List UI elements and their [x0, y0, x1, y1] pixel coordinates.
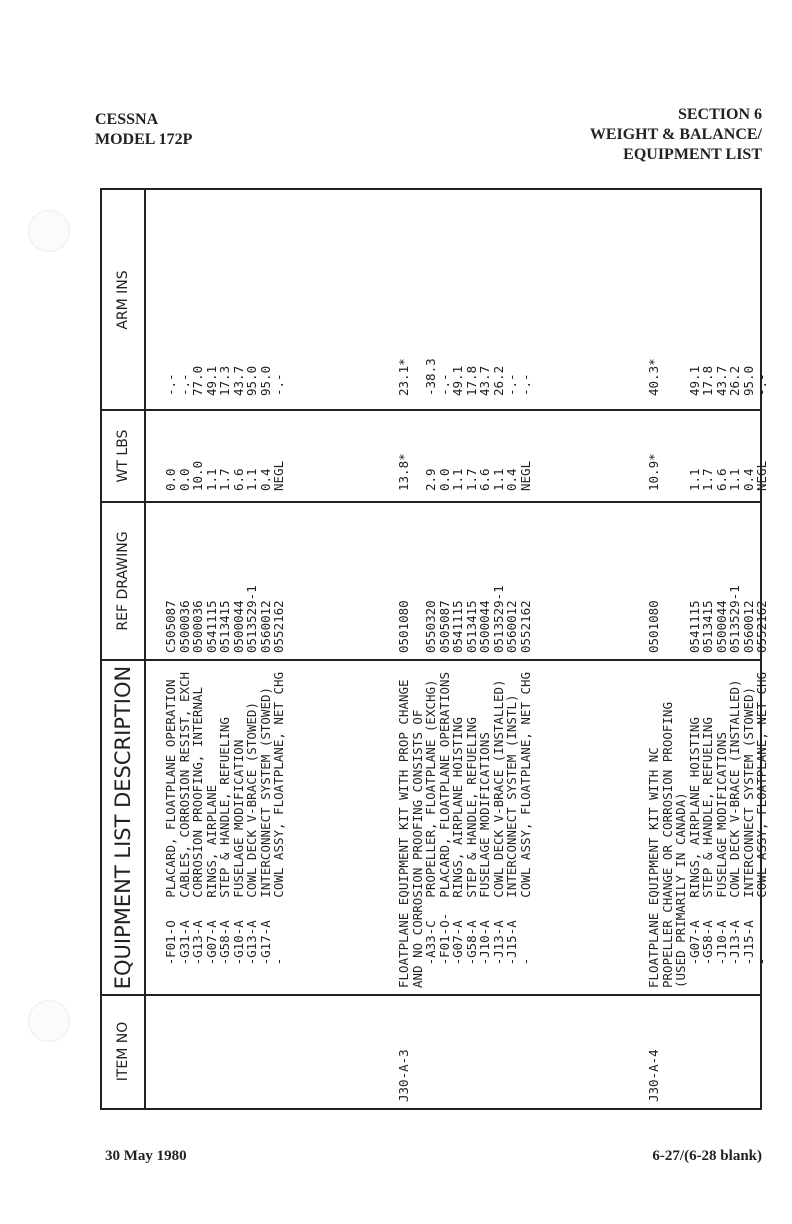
arm-inches: -.-	[754, 373, 769, 396]
weight-lbs: 0.0	[163, 468, 178, 491]
arm-inches: 95.0	[257, 365, 273, 396]
reference-drawing: 0500044	[713, 600, 729, 653]
reference-drawing: 0552162	[754, 600, 769, 653]
equipment-description: -F01-O PLACARD, FLOATPLANE OPERATION	[163, 679, 178, 988]
reference-drawing: 0513415	[700, 600, 715, 653]
reference-drawing: 0541115	[203, 600, 219, 653]
arm-inches: 49.1	[450, 365, 465, 396]
item-number: J30-A-3	[396, 1049, 411, 1102]
arm-inches: 26.2	[490, 365, 506, 396]
manual-header-right	[590, 105, 762, 165]
arm-inches: 77.0	[190, 365, 205, 396]
arm-inches: 43.7	[713, 365, 729, 396]
equipment-description: PROPELLER CHANGE OR CORROSION PROOFING	[659, 702, 675, 988]
arm-inches: -.-	[271, 373, 286, 396]
reference-drawing: 0513415	[217, 600, 232, 653]
weight-lbs: 6.6	[477, 468, 492, 491]
equipment-description: - COWL ASSY, FLOATPLANE, NET CHG	[271, 671, 286, 988]
column-header-wt-lbs: WT LBS	[115, 429, 131, 483]
weight-lbs: NEGL	[754, 460, 769, 491]
column-header-item-no: ITEM NO	[115, 1021, 131, 1082]
equipment-description: -G13-A CORROSION PROOFING, INTERNAL	[190, 686, 205, 988]
weight-lbs: 0.0	[176, 468, 192, 491]
reference-drawing: 0500044	[230, 600, 246, 653]
weight-lbs: 2.9	[423, 468, 438, 491]
column-header-ref-drawing: REF DRAWING	[115, 531, 131, 631]
weight-lbs: 1.1	[727, 468, 742, 491]
equipment-description: -F01-O- PLACARD, FLOATPLANE OPERATIONS	[436, 671, 452, 988]
reference-drawing: C505087	[163, 600, 178, 653]
equipment-description: -G07-A RINGS, AIRPLANE HOISTING	[450, 717, 465, 988]
reference-drawing: 0501080	[396, 600, 411, 653]
weight-lbs: 6.6	[713, 468, 729, 491]
binder-hole-top	[28, 210, 70, 252]
equipment-description: -G10-A FUSELAGE MODIFICATION	[230, 739, 246, 988]
arm-inches: -38.3	[423, 358, 438, 396]
equipment-description: -J10-A FUSELAGE MODIFICATIONS	[477, 732, 492, 988]
arm-inches: 43.7	[230, 365, 246, 396]
reference-drawing: 0550320	[423, 600, 438, 653]
weight-lbs: 1.1	[244, 468, 259, 491]
weight-lbs: 0.4	[504, 468, 519, 491]
weight-lbs: NEGL	[517, 460, 533, 491]
arm-inches: 49.1	[686, 365, 702, 396]
item-number: J30-A-4	[646, 1049, 661, 1102]
equipment-description: -J15-A INTERCONNECT SYSTEM (INSTL)	[504, 694, 519, 988]
equipment-description: -G07-A RINGS, AIRPLANE HOISTING	[686, 717, 702, 988]
weight-lbs: 10.0	[190, 460, 205, 491]
equipment-description: -G58-A STEP & HANDLE, REFUELING	[217, 717, 232, 988]
equipment-description: -G07-A RINGS, AIRPLANE	[203, 784, 219, 988]
reference-drawing: 0513529-1	[727, 585, 742, 653]
arm-inches: 40.3*	[646, 358, 661, 396]
weight-lbs: 1.1	[686, 468, 702, 491]
arm-inches: 17.8	[463, 365, 479, 396]
equipment-description: -G13-A COWL DECK V-BRACE (STOWED)	[244, 702, 259, 988]
reference-drawing: 0552162	[271, 600, 286, 653]
column-header-arm-ins: ARM INS	[115, 270, 131, 330]
table-header	[102, 190, 146, 1108]
arm-inches: 17.8	[700, 365, 715, 396]
manual-header-left	[95, 110, 192, 150]
weight-lbs: 13.8*	[396, 453, 411, 491]
column-divider	[102, 501, 760, 503]
arm-inches: 17.3	[217, 365, 232, 396]
column-divider	[102, 409, 760, 411]
reference-drawing: 0500044	[477, 600, 492, 653]
reference-drawing: 0500036	[176, 600, 192, 653]
arm-inches: -.-	[163, 373, 178, 396]
equipment-description: FLOATPLANE EQUIPMENT KIT WITH PROP CHANGE	[396, 679, 411, 988]
column-divider	[102, 659, 760, 661]
equipment-description: -J13-A COWL DECK V-BRACE (INSTALLED)	[490, 679, 506, 988]
arm-inches: -.-	[517, 373, 533, 396]
equipment-description: (USED PRIMARILY IN CANADA)	[673, 792, 688, 988]
reference-drawing: 0560012	[257, 600, 273, 653]
weight-lbs: 0.4	[740, 468, 756, 491]
section-number: SECTION 6	[677, 106, 762, 123]
binder-hole-bottom	[28, 1000, 70, 1042]
weight-lbs: 1.1	[450, 468, 465, 491]
weight-lbs: 1.1	[490, 468, 506, 491]
equipment-description: -G17-A INTERCONNECT SYSTEM (STOWED)	[257, 686, 273, 988]
equipment-description: -J15-A INTERCONNECT SYSTEM (STOWED)	[740, 686, 756, 988]
equipment-description: -J10-A FUSELAGE MODIFICATIONS	[713, 732, 729, 988]
arm-inches: 43.7	[477, 365, 492, 396]
equipment-description: -J13-A COWL DECK V-BRACE (INSTALLED)	[727, 679, 742, 988]
weight-lbs: NEGL	[271, 460, 286, 491]
arm-inches: -.-	[176, 373, 192, 396]
reference-drawing: 0552162	[517, 600, 533, 653]
equipment-description: - COWL ASSY, FLOATPLANE, NET CHG	[517, 671, 533, 988]
arm-inches: 49.1	[203, 365, 219, 396]
equipment-list-table	[100, 188, 769, 1110]
reference-drawing: 0541115	[686, 600, 702, 653]
equipment-description: FLOATPLANE EQUIPMENT KIT WITH NC	[646, 747, 661, 988]
revision-date: 30 May 1980	[105, 1148, 187, 1164]
weight-lbs: 0.4	[257, 468, 273, 491]
reference-drawing: 0560012	[504, 600, 519, 653]
arm-inches: 23.1*	[396, 358, 411, 396]
equipment-description: -A33-C PROPELLER, FLOATPLANE (EXCHG)	[423, 679, 438, 988]
section-title-2: EQUIPMENT LIST	[623, 146, 762, 163]
reference-drawing: 0513415	[463, 600, 479, 653]
aircraft-maker: CESSNA	[95, 111, 159, 128]
reference-drawing: 0541115	[450, 600, 465, 653]
equipment-description: -G58-A STEP & HANDLE, REFUELING	[463, 717, 479, 988]
weight-lbs: 0.0	[436, 468, 452, 491]
page-number: 6-27/(6-28 blank)	[652, 1148, 762, 1164]
reference-drawing: 0501080	[646, 600, 661, 653]
reference-drawing: 0513529-1	[490, 585, 506, 653]
equipment-description: -G58-A STEP & HANDLE, REFUELING	[700, 717, 715, 988]
reference-drawing: 0560012	[740, 600, 756, 653]
weight-lbs: 1.1	[203, 468, 219, 491]
arm-inches: 95.0	[244, 365, 259, 396]
weight-lbs: 1.7	[217, 468, 232, 491]
aircraft-model: MODEL 172P	[95, 131, 193, 148]
reference-drawing: 0505087	[436, 600, 452, 653]
equipment-description: -G31-A CABLES, CORROSION RESIST, EXCH	[176, 671, 192, 988]
reference-drawing: 0500036	[190, 600, 205, 653]
arm-inches: -.-	[436, 373, 452, 396]
weight-lbs: 1.7	[700, 468, 715, 491]
arm-inches: 95.0	[740, 365, 756, 396]
section-title-1: WEIGHT & BALANCE/	[589, 126, 762, 143]
weight-lbs: 1.7	[463, 468, 479, 491]
column-header-description: EQUIPMENT LIST DESCRIPTION	[111, 665, 135, 990]
weight-lbs: 10.9*	[646, 453, 661, 491]
column-divider	[102, 994, 760, 996]
weight-lbs: 6.6	[230, 468, 246, 491]
equipment-description: - COWL ASSY, FLOATPLANE, NET CHG	[754, 671, 769, 988]
equipment-description: AND NO CORROSION PROOFING CONSISTS OF	[409, 709, 425, 988]
arm-inches: -.-	[504, 373, 519, 396]
arm-inches: 26.2	[727, 365, 742, 396]
reference-drawing: 0513529-1	[244, 585, 259, 653]
